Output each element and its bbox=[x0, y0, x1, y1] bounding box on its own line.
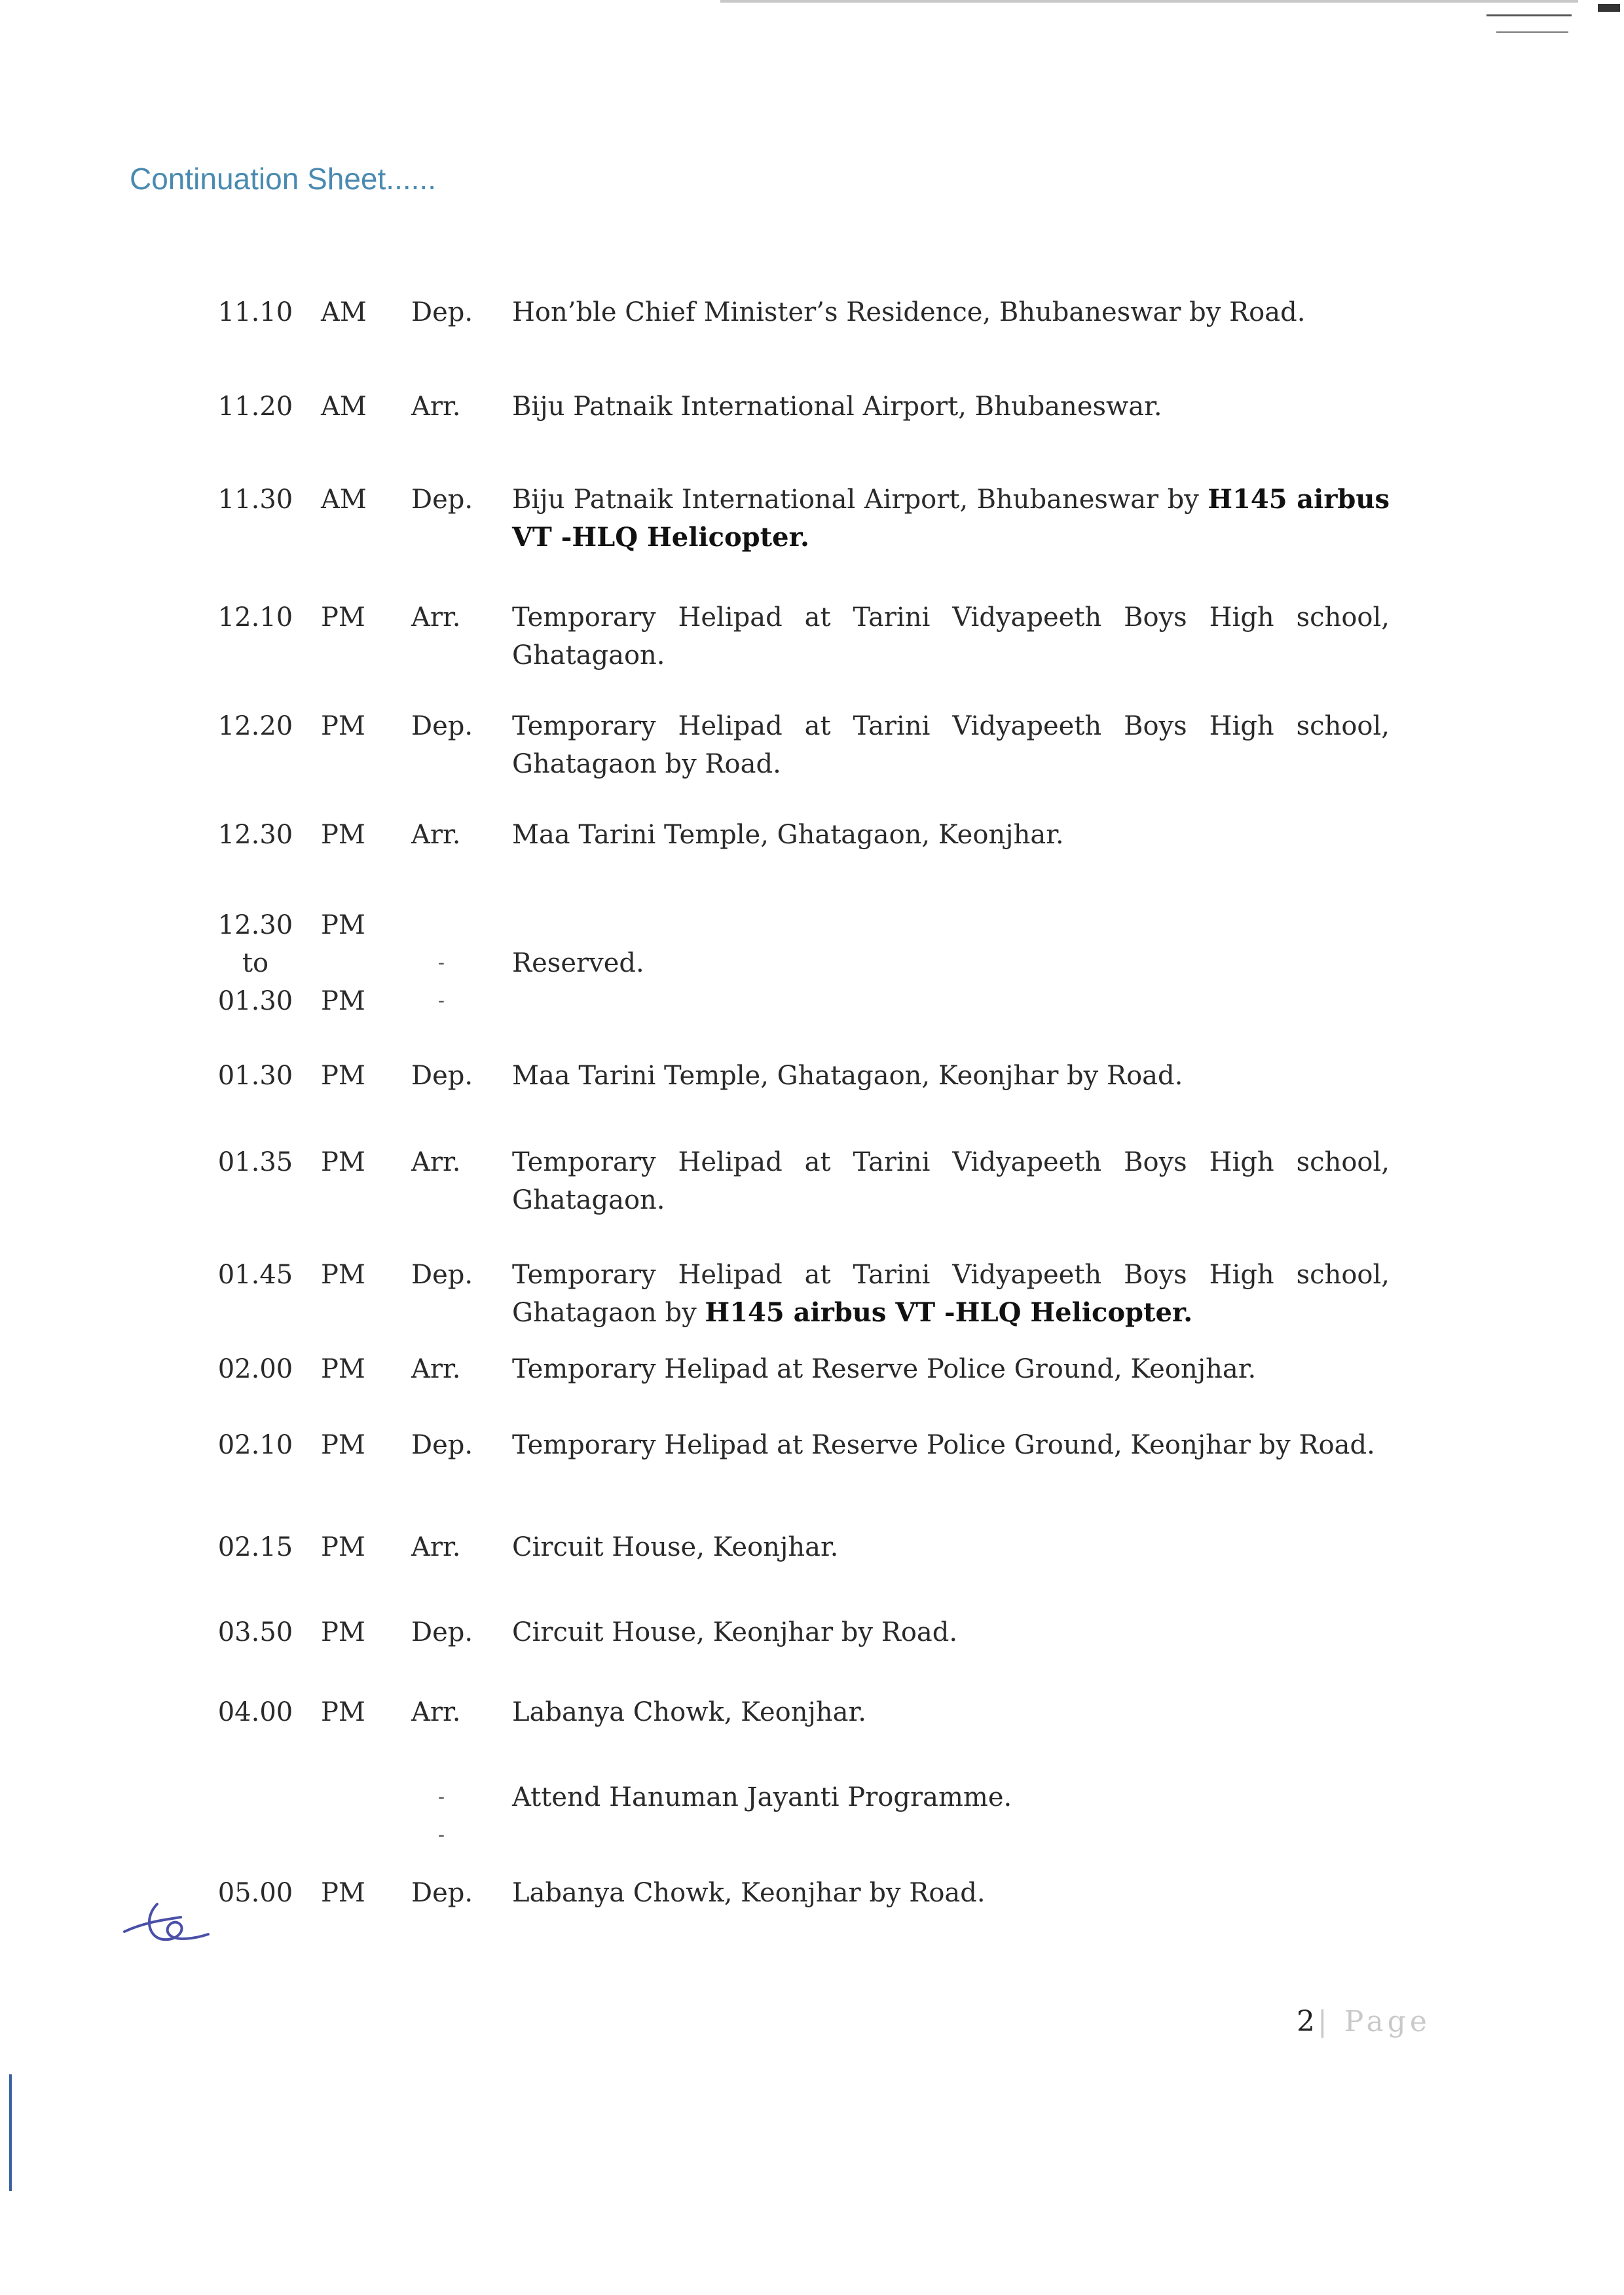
entry-place bbox=[512, 707, 1390, 783]
entry-ampm: PM bbox=[321, 1061, 365, 1091]
entry-action: Arr. bbox=[411, 392, 461, 422]
entry-action: Dep. bbox=[411, 1430, 473, 1460]
entry-place bbox=[512, 1256, 1390, 1332]
entry-action: Dep. bbox=[411, 1617, 473, 1647]
entry-ampm: PM bbox=[321, 1532, 365, 1562]
entry-place bbox=[512, 1874, 1390, 1912]
entry-ampm: AM bbox=[321, 485, 367, 515]
entry-action: Arr. bbox=[411, 1532, 461, 1562]
place-text: Maa Tarini Temple, Ghatagaon, Keonjhar by Road. bbox=[512, 1061, 1183, 1091]
entry-ampm: AM bbox=[321, 297, 367, 327]
entry-action: Dep. bbox=[411, 485, 473, 515]
place-text: Temporary Helipad at Reserve Police Ground, Keonjhar by Road. bbox=[512, 1430, 1375, 1460]
entry-time: 12.10 bbox=[217, 602, 293, 633]
entry-action: Arr. bbox=[411, 820, 461, 850]
signature-initial bbox=[118, 1891, 216, 1950]
entry-ampm: AM bbox=[321, 392, 367, 422]
entry-time: 11.10 bbox=[217, 297, 293, 327]
place-bold-text: H145 airbus VT -HLQ Helicopter. bbox=[512, 484, 1390, 553]
top-corner-rule bbox=[1486, 14, 1572, 16]
entry-time: 02.15 bbox=[217, 1532, 293, 1562]
entry-ampm: PM bbox=[321, 711, 365, 741]
page-label: | Page bbox=[1318, 2005, 1431, 2038]
entry-time: 12.30 bbox=[217, 820, 293, 850]
entry-place bbox=[512, 481, 1390, 557]
entry-ampm-to: PM bbox=[321, 986, 365, 1016]
left-edge-mark bbox=[9, 2074, 12, 2191]
entry-time: 04.00 bbox=[217, 1697, 293, 1727]
entry-place bbox=[512, 816, 1390, 854]
entry-ampm: PM bbox=[321, 1617, 365, 1647]
entry-time: 01.30 bbox=[217, 1061, 293, 1091]
entry-action: Arr. bbox=[411, 1354, 461, 1384]
entry-place bbox=[512, 293, 1390, 331]
entry-action: -- bbox=[437, 1786, 445, 1846]
entry-place bbox=[512, 1693, 1390, 1731]
entry-action: Dep. bbox=[411, 1260, 473, 1290]
entry-time-from: 12.30 bbox=[217, 910, 293, 940]
entry-place bbox=[512, 598, 1390, 674]
entry-time: 02.10 bbox=[217, 1430, 293, 1460]
entry-time: 11.20 bbox=[217, 392, 293, 422]
entry-action: Dep. bbox=[411, 1061, 473, 1091]
entry-place bbox=[512, 1778, 1390, 1816]
entry-ampm: PM bbox=[321, 1147, 365, 1177]
entry-time: 02.00 bbox=[217, 1354, 293, 1384]
entry-action: Arr. bbox=[411, 1147, 461, 1177]
entry-time: 01.35 bbox=[217, 1147, 293, 1177]
place-text: Circuit House, Keonjhar by Road. bbox=[512, 1617, 958, 1647]
top-corner-rule bbox=[1496, 31, 1568, 33]
entry-ampm: PM bbox=[321, 820, 365, 850]
place-text: Labanya Chowk, Keonjhar by Road. bbox=[512, 1878, 986, 1908]
entry-ampm: PM bbox=[321, 602, 365, 633]
entry-place: Reserved. bbox=[512, 948, 644, 978]
place-text: Hon’ble Chief Minister’s Residence, Bhubaneswar by Road. bbox=[512, 297, 1306, 327]
entry-ampm: PM bbox=[321, 1430, 365, 1460]
entry-time: 05.00 bbox=[217, 1878, 293, 1908]
entry-ampm-from: PM bbox=[321, 910, 365, 940]
place-text: Temporary Helipad at Tarini Vidyapeeth Boys High school, Ghatagaon. bbox=[512, 602, 1390, 670]
place-bold-text: H145 airbus VT -HLQ Helicopter. bbox=[705, 1297, 1193, 1328]
page-header: Continuation Sheet...... bbox=[130, 162, 436, 196]
entry-action: Dep. bbox=[411, 297, 473, 327]
page-number: 2 bbox=[1297, 2005, 1315, 2038]
entry-time: 12.20 bbox=[217, 711, 293, 741]
entry-time: 11.30 bbox=[217, 485, 293, 515]
entry-place bbox=[512, 1426, 1390, 1464]
place-text: Circuit House, Keonjhar. bbox=[512, 1532, 839, 1562]
entry-time: 03.50 bbox=[217, 1617, 293, 1647]
entry-place bbox=[512, 1143, 1390, 1219]
place-text: Temporary Helipad at Reserve Police Ground, Keonjhar. bbox=[512, 1354, 1257, 1384]
top-corner-mark bbox=[1598, 4, 1620, 12]
place-text: Temporary Helipad at Tarini Vidyapeeth Boys High school, Ghatagaon by Road. bbox=[512, 711, 1390, 779]
entry-ampm: PM bbox=[321, 1697, 365, 1727]
entry-place bbox=[512, 388, 1390, 426]
entry-action: Arr. bbox=[411, 1697, 461, 1727]
entry-action: Dep. bbox=[411, 711, 473, 741]
entry-place bbox=[512, 1613, 1390, 1651]
top-edge-rule bbox=[720, 0, 1578, 3]
place-text: Temporary Helipad at Tarini Vidyapeeth Boys High school, Ghatagaon by bbox=[512, 1260, 1390, 1328]
entry-place bbox=[512, 1057, 1390, 1095]
entry-action: Dep. bbox=[411, 1878, 473, 1908]
place-text: Temporary Helipad at Tarini Vidyapeeth Boys High school, Ghatagaon. bbox=[512, 1147, 1390, 1215]
place-text: Biju Patnaik International Airport, Bhubaneswar. bbox=[512, 392, 1162, 422]
entry-place bbox=[512, 1350, 1390, 1388]
entry-ampm: PM bbox=[321, 1260, 365, 1290]
place-text: Maa Tarini Temple, Ghatagaon, Keonjhar. bbox=[512, 820, 1064, 850]
place-text: Biju Patnaik International Airport, Bhubaneswar by bbox=[512, 485, 1208, 515]
place-text: Attend Hanuman Jayanti Programme. bbox=[512, 1782, 1012, 1812]
entry-ampm: PM bbox=[321, 1878, 365, 1908]
place-text: Labanya Chowk, Keonjhar. bbox=[512, 1697, 866, 1727]
entry-time: 01.45 bbox=[217, 1260, 293, 1290]
entry-time-to: 01.30 bbox=[217, 986, 293, 1016]
entry-place bbox=[512, 1528, 1390, 1566]
entry-to-label: to bbox=[242, 948, 269, 978]
entry-action: -- bbox=[437, 951, 445, 1012]
entry-ampm: PM bbox=[321, 1354, 365, 1384]
entry-action: Arr. bbox=[411, 602, 461, 633]
